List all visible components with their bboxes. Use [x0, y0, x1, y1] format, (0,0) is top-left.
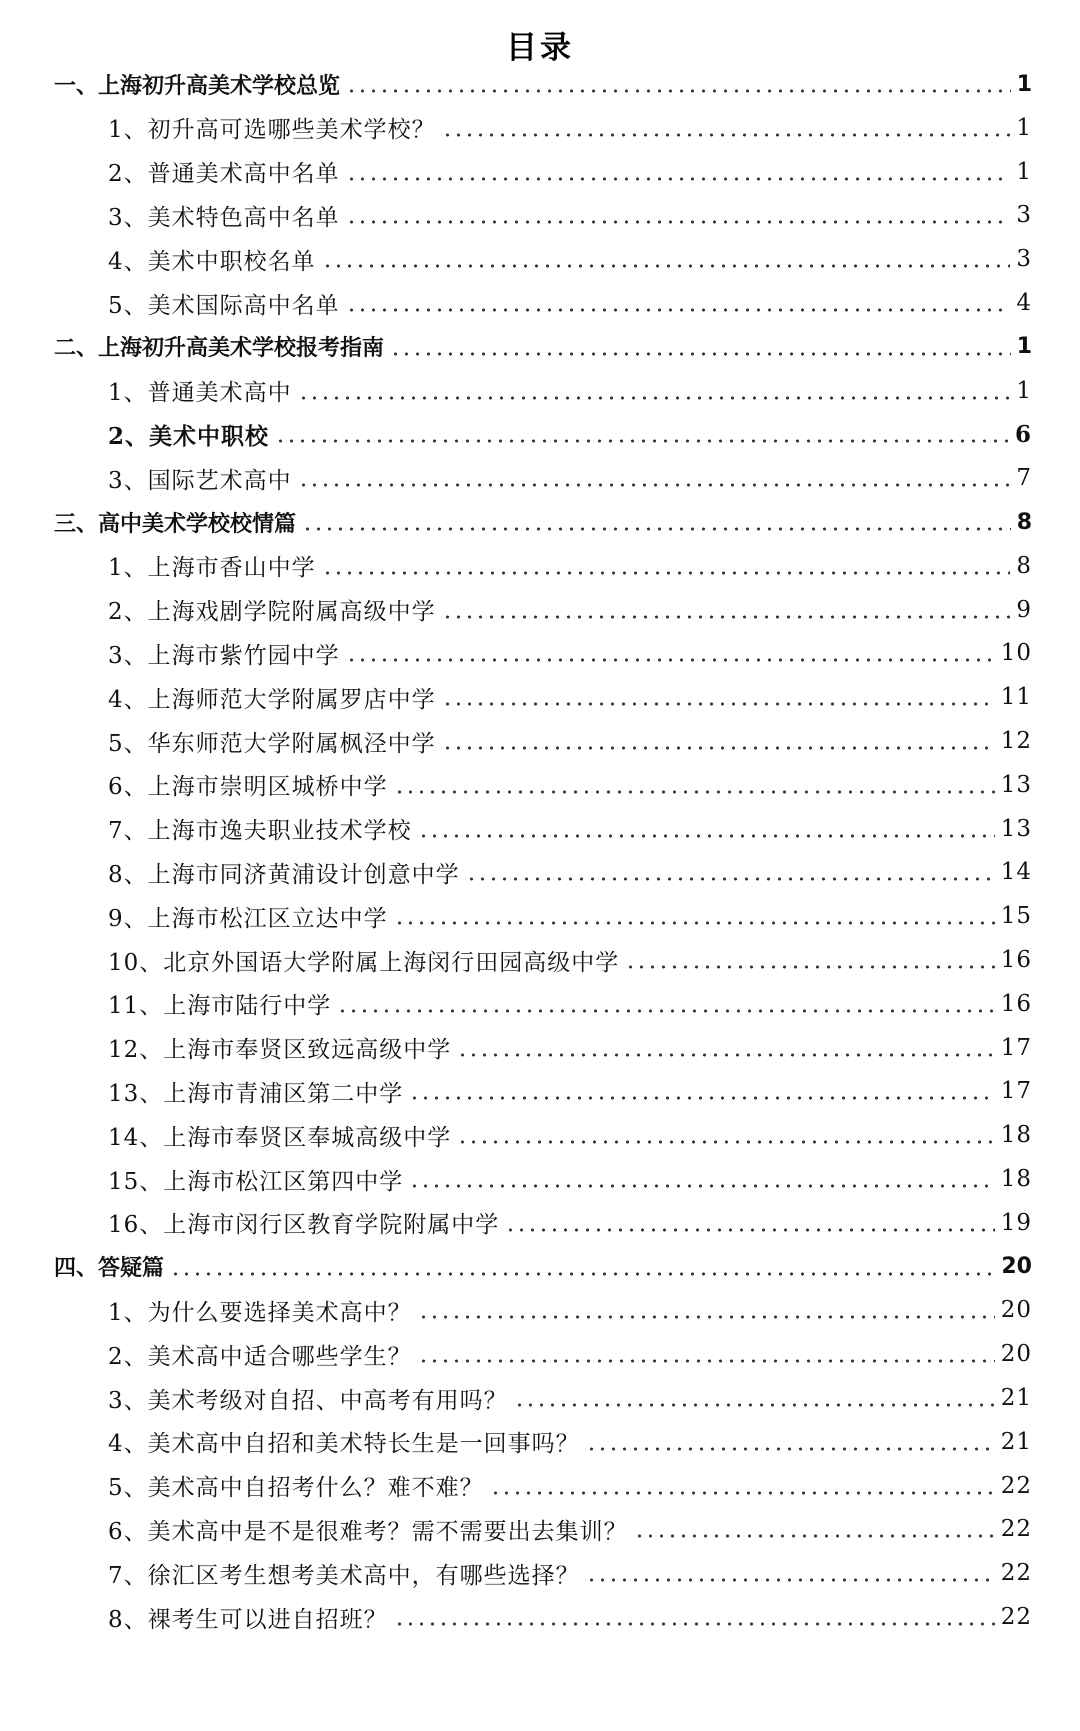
toc-dot-leader [586, 1447, 995, 1451]
toc-item-entry[interactable] [108, 1069, 1032, 1113]
toc-page-number: 10 [1000, 640, 1032, 667]
toc-entry-title: 6、美术高中是不是很难考？需不需要出去集训？ [108, 1518, 628, 1545]
toc-page-number: 7 [1016, 465, 1032, 492]
toc-entry-title: 3、美术考级对自招、中高考有用吗？ [108, 1387, 508, 1414]
toc-entry-title: 二、上海初升高美术学校报考指南 [54, 336, 385, 362]
toc-page-number: 14 [1000, 859, 1032, 886]
toc-page-number: 4 [1016, 290, 1032, 316]
toc-entry-title: 1、普通美术高中 [108, 380, 292, 407]
toc-title: 目录 [506, 30, 574, 66]
toc-section-entry[interactable] [54, 1245, 1032, 1289]
toc-item-entry[interactable] [108, 938, 1032, 982]
toc-item-entry[interactable] [108, 719, 1032, 763]
toc-item-entry[interactable] [108, 237, 1032, 281]
toc-dot-leader [442, 133, 1011, 137]
toc-page-number: 20 [1000, 1297, 1032, 1324]
toc-dot-leader [490, 1491, 995, 1495]
toc-dot-leader [390, 352, 1011, 356]
toc-entry-title: 12、上海市奉贤区致远高级中学 [108, 1037, 452, 1064]
toc-entry-title: 7、徐汇区考生想考美术高中，有哪些选择？ [108, 1562, 580, 1589]
toc-dot-leader [170, 1272, 995, 1276]
toc-item-entry[interactable] [108, 894, 1032, 938]
toc-entry-title: 5、美术国际高中名单 [108, 292, 340, 319]
toc-entry-title: 3、上海市紫竹园中学 [108, 642, 340, 669]
toc-dot-leader [442, 702, 995, 706]
toc-page-number: 22 [1000, 1560, 1032, 1587]
toc-entry-title: 9、上海市松江区立达中学 [108, 905, 388, 932]
toc-item-entry[interactable] [108, 193, 1032, 237]
toc-item-entry[interactable] [108, 544, 1032, 588]
toc-page-number: 16 [1000, 947, 1032, 973]
toc-dot-leader [298, 483, 1011, 487]
toc-item-entry[interactable] [108, 1507, 1032, 1551]
toc-page-number: 3 [1016, 246, 1032, 273]
toc-entry-title: 5、华东师范大学附属枫泾中学 [108, 730, 436, 757]
toc-item-entry[interactable] [108, 1113, 1032, 1157]
toc-page-number: 6 [1014, 420, 1032, 448]
toc-item-entry[interactable] [108, 1595, 1032, 1639]
toc-page-number: 20 [1001, 1254, 1032, 1280]
toc-entry-title: 1、初升高可选哪些美术学校？ [108, 117, 436, 144]
toc-dot-leader [442, 746, 995, 750]
toc-dot-leader [346, 658, 995, 662]
toc-item-entry[interactable] [108, 1376, 1032, 1420]
toc-page-number: 16 [1000, 990, 1032, 1017]
toc-entry-title: 3、美术特色高中名单 [108, 204, 340, 231]
toc-dot-leader [346, 220, 1011, 224]
toc-entry-title: 2、美术高中适合哪些学生？ [108, 1343, 412, 1370]
toc-page-number: 1 [1016, 377, 1032, 404]
toc-item-entry[interactable] [108, 1551, 1032, 1595]
toc-page-number: 13 [1000, 771, 1032, 798]
toc-item-entry[interactable] [108, 1026, 1032, 1070]
toc-item-entry[interactable] [108, 369, 1032, 413]
toc-dot-leader [418, 1315, 995, 1319]
toc-entry-title: 6、上海市崇明区城桥中学 [108, 774, 388, 801]
toc-dot-leader [298, 396, 1011, 400]
toc-page-number: 20 [1000, 1341, 1032, 1368]
toc-item-entry[interactable] [108, 150, 1032, 194]
toc-item-entry[interactable] [108, 456, 1032, 500]
toc-entry-title: 2、美术中职校 [108, 422, 270, 450]
toc-page-number: 11 [1000, 684, 1032, 711]
toc-entry-title: 11、上海市陆行中学 [108, 993, 332, 1020]
toc-dot-leader [394, 790, 995, 794]
toc-dot-leader [409, 1184, 994, 1188]
toc-dot-leader [457, 1140, 994, 1144]
toc-entry-title: 7、上海市逸夫职业技术学校 [108, 818, 412, 845]
toc-entry-title: 4、美术高中自招和美术特长生是一回事吗？ [108, 1431, 580, 1458]
toc-dot-leader [322, 264, 1011, 268]
toc-dot-leader [337, 1009, 994, 1013]
toc-page-number: 22 [1000, 1472, 1032, 1499]
toc-dot-leader [302, 527, 1011, 531]
toc-dot-leader [505, 1228, 994, 1232]
toc-dot-leader [275, 439, 1009, 443]
toc-dot-leader [346, 177, 1011, 181]
toc-entry-title: 16、上海市闵行区教育学院附属中学 [108, 1212, 500, 1239]
toc-entry-title: 四、答疑篇 [54, 1256, 165, 1282]
toc-item-entry[interactable] [108, 850, 1032, 894]
toc-item-entry[interactable] [108, 1288, 1032, 1332]
toc-entry-title: 一、上海初升高美术学校总览 [54, 73, 341, 99]
toc-dot-leader [346, 308, 1011, 312]
toc-dot-leader [586, 1578, 995, 1582]
toc-section-entry[interactable] [54, 62, 1032, 106]
toc-item-entry[interactable] [108, 281, 1032, 325]
toc-dot-leader [394, 921, 995, 925]
toc-dot-leader [466, 877, 995, 881]
toc-item-entry[interactable] [108, 412, 1032, 456]
toc-dot-leader [409, 1096, 994, 1100]
toc-entry-title: 8、裸考生可以进自招班？ [108, 1606, 388, 1633]
toc-item-entry[interactable] [108, 1464, 1032, 1508]
toc-page-number: 8 [1016, 552, 1032, 579]
toc-dot-leader [418, 834, 995, 838]
toc-item-entry[interactable] [108, 1420, 1032, 1464]
toc-item-entry[interactable] [108, 106, 1032, 150]
toc-entry-title: 1、为什么要选择美术高中？ [108, 1299, 412, 1326]
toc-dot-leader [514, 1403, 995, 1407]
toc-page-number: 18 [1000, 1166, 1032, 1192]
toc-page-number: 17 [1000, 1078, 1032, 1105]
toc-page-number: 1 [1016, 71, 1032, 97]
toc-item-entry[interactable] [108, 1332, 1032, 1376]
toc-entry-title: 8、上海市同济黄浦设计创意中学 [108, 861, 460, 888]
toc-dot-leader [634, 1534, 995, 1538]
toc-page-number: 13 [1000, 815, 1032, 842]
toc-item-entry[interactable] [108, 675, 1032, 719]
toc-entry-title: 13、上海市青浦区第二中学 [108, 1080, 404, 1107]
toc-dot-leader [625, 965, 994, 969]
toc-section-entry[interactable] [54, 325, 1032, 369]
toc-item-entry[interactable] [108, 1157, 1032, 1201]
toc-page-number: 15 [1000, 903, 1032, 930]
toc-entry-title: 1、上海市香山中学 [108, 555, 316, 582]
toc-page-number: 8 [1016, 509, 1032, 535]
toc-page-number: 22 [1000, 1604, 1032, 1630]
toc-entry-title: 10、北京外国语大学附属上海闵行田园高级中学 [108, 949, 620, 976]
toc-entry-title: 三、高中美术学校校情篇 [54, 511, 297, 537]
toc-page-number: 18 [1000, 1122, 1032, 1149]
toc-page-number: 12 [1000, 728, 1032, 754]
toc-entry-title: 4、美术中职校名单 [108, 248, 316, 275]
toc-item-entry[interactable] [108, 763, 1032, 807]
toc-page-number: 22 [1000, 1516, 1032, 1543]
toc-dot-leader [457, 1053, 994, 1057]
toc-page-number: 9 [1016, 596, 1032, 623]
toc-entry-title: 15、上海市松江区第四中学 [108, 1168, 404, 1195]
toc-entry-title: 3、国际艺术高中 [108, 467, 292, 494]
toc-page-number: 19 [1000, 1209, 1032, 1236]
toc-entry-title: 2、上海戏剧学院附属高级中学 [108, 599, 436, 626]
toc-page-number: 3 [1016, 202, 1032, 229]
toc-entry-title: 5、美术高中自招考什么？难不难？ [108, 1475, 484, 1502]
toc-item-entry[interactable] [108, 1201, 1032, 1245]
toc-page-number: 1 [1016, 334, 1032, 360]
toc-dot-leader [394, 1622, 995, 1626]
toc-page-number: 21 [1000, 1428, 1032, 1455]
toc-entry-title: 14、上海市奉贤区奉城高级中学 [108, 1124, 452, 1151]
toc-dot-leader [322, 571, 1011, 575]
toc-dot-leader [418, 1359, 995, 1363]
toc-page-number: 1 [1016, 158, 1032, 185]
toc-page-number: 17 [1000, 1034, 1032, 1061]
toc-page-number: 21 [1000, 1385, 1032, 1411]
toc-item-entry[interactable] [108, 588, 1032, 632]
toc-item-entry[interactable] [108, 807, 1032, 851]
toc-dot-leader [442, 615, 1011, 619]
toc-page-number: 1 [1016, 114, 1032, 141]
toc-entry-title: 2、普通美术高中名单 [108, 161, 340, 188]
toc-item-entry[interactable] [108, 631, 1032, 675]
toc-entry-title: 4、上海师范大学附属罗店中学 [108, 686, 436, 713]
toc-dot-leader [346, 89, 1011, 93]
toc-item-entry[interactable] [108, 982, 1032, 1026]
toc-section-entry[interactable] [54, 500, 1032, 544]
